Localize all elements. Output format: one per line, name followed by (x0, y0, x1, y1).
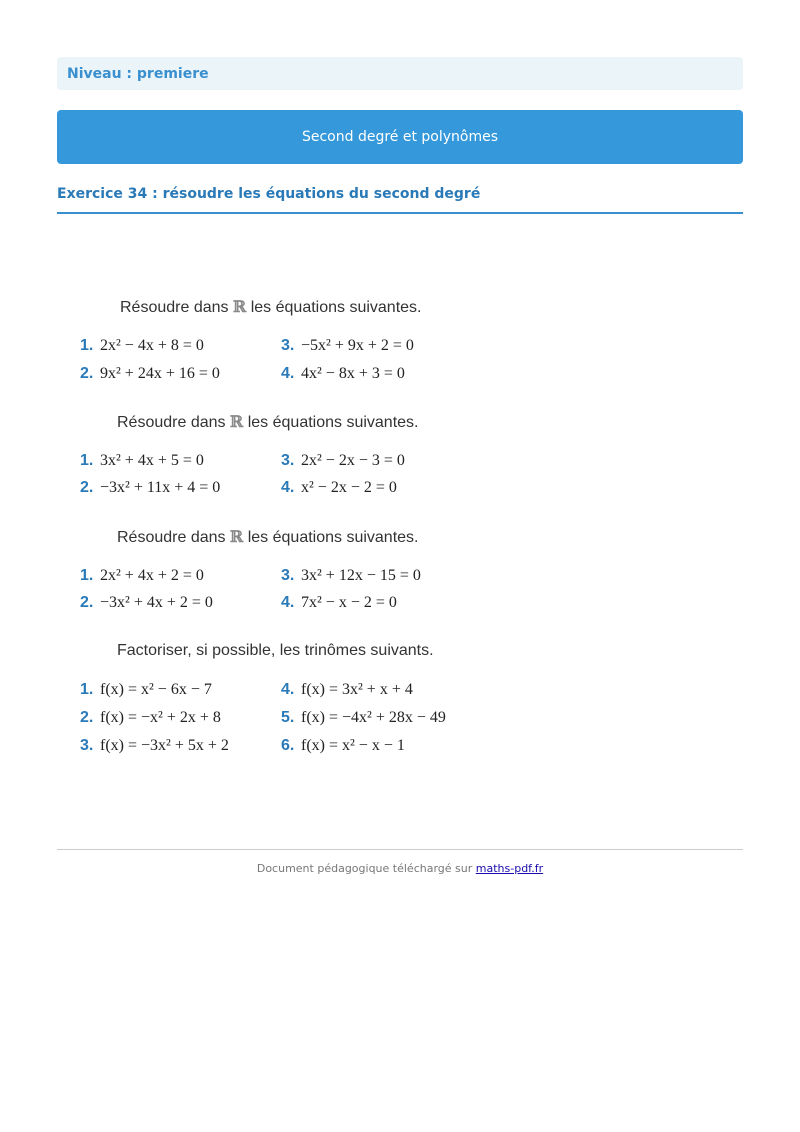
function-item (281, 737, 405, 755)
function-expression: f(x) = −4x² + 28x − 49 (301, 709, 446, 726)
function-expression: f(x) = x² − 6x − 7 (100, 681, 212, 698)
item-number: 4. (281, 594, 295, 611)
function-expression: f(x) = 3x² + x + 4 (301, 681, 413, 698)
function-expression: f(x) = −3x² + 5x + 2 (100, 737, 229, 754)
equation: 7x² − x − 2 = 0 (301, 594, 397, 611)
instruction (117, 642, 434, 660)
equation-item (281, 567, 421, 585)
function-item (80, 737, 229, 755)
instruction-text: Résoudre dans (120, 299, 229, 316)
instruction-text: Résoudre dans (117, 414, 226, 431)
equation: x² − 2x − 2 = 0 (301, 479, 397, 496)
function-expression: f(x) = −x² + 2x + 8 (100, 709, 221, 726)
equation-item (80, 567, 204, 585)
equation: 4x² − 8x + 3 = 0 (301, 365, 405, 382)
equation-item (80, 452, 204, 470)
equation-item (80, 337, 204, 355)
equation: 9x² + 24x + 16 = 0 (100, 365, 220, 382)
equation: 2x² + 4x + 2 = 0 (100, 567, 204, 584)
function-expression: f(x) = x² − x − 1 (301, 737, 405, 754)
equation-item (281, 365, 405, 383)
item-number: 1. (80, 567, 94, 584)
chapter-banner (57, 110, 743, 164)
level-label: Niveau : premiere (67, 65, 209, 82)
instruction (120, 297, 422, 317)
equation: 3x² + 12x − 15 = 0 (301, 567, 421, 584)
exercise-title: Exercice 34 : résoudre les équations du second degré (57, 186, 743, 214)
instruction (117, 412, 419, 432)
equation: −3x² + 11x + 4 = 0 (100, 479, 221, 496)
function-item (80, 681, 212, 699)
instruction-text: les équations suivantes. (247, 529, 419, 546)
level-box (57, 57, 743, 90)
function-item (281, 681, 413, 699)
item-number: 2. (80, 594, 94, 611)
item-number: 3. (80, 737, 94, 754)
equation: −3x² + 4x + 2 = 0 (100, 594, 213, 611)
item-number: 6. (281, 737, 295, 754)
equation-item (281, 452, 405, 470)
item-number: 4. (281, 479, 295, 496)
item-number: 5. (281, 709, 295, 726)
equation-item (281, 337, 414, 355)
item-number: 3. (281, 567, 295, 584)
real-numbers-symbol: ℝ (229, 527, 244, 546)
instruction-text: Résoudre dans (117, 529, 226, 546)
equation-item (80, 594, 213, 612)
item-number: 1. (80, 681, 94, 698)
equation-item (80, 479, 220, 497)
item-number: 2. (80, 365, 94, 382)
instruction-text: les équations suivantes. (250, 299, 422, 316)
instruction-text: Factoriser, si possible, les trinômes suivants. (117, 642, 434, 659)
equation: −5x² + 9x + 2 = 0 (301, 337, 414, 354)
equation: 3x² + 4x + 5 = 0 (100, 452, 204, 469)
equation: 2x² − 2x − 3 = 0 (301, 452, 405, 469)
item-number: 3. (281, 452, 295, 469)
exercise-content (70, 285, 490, 775)
item-number: 3. (281, 337, 295, 354)
item-number: 2. (80, 709, 94, 726)
item-number: 1. (80, 452, 94, 469)
item-number: 4. (281, 681, 295, 698)
equation-item (281, 594, 397, 612)
function-item (80, 709, 221, 727)
footer-link[interactable]: maths-pdf.fr (475, 862, 544, 875)
real-numbers-symbol: ℝ (232, 297, 247, 316)
chapter-title: Second degré et polynômes (301, 129, 499, 145)
equation-item (80, 365, 220, 383)
footer (0, 862, 800, 875)
instruction (117, 527, 419, 547)
footer-text: Document pédagogique téléchargé sur (256, 862, 473, 875)
equation: 2x² − 4x + 8 = 0 (100, 337, 204, 354)
equation-item (281, 479, 397, 497)
function-item (281, 709, 446, 727)
footer-divider (57, 849, 743, 850)
item-number: 1. (80, 337, 94, 354)
instruction-text: les équations suivantes. (247, 414, 419, 431)
real-numbers-symbol: ℝ (229, 412, 244, 431)
item-number: 4. (281, 365, 295, 382)
item-number: 2. (80, 479, 94, 496)
